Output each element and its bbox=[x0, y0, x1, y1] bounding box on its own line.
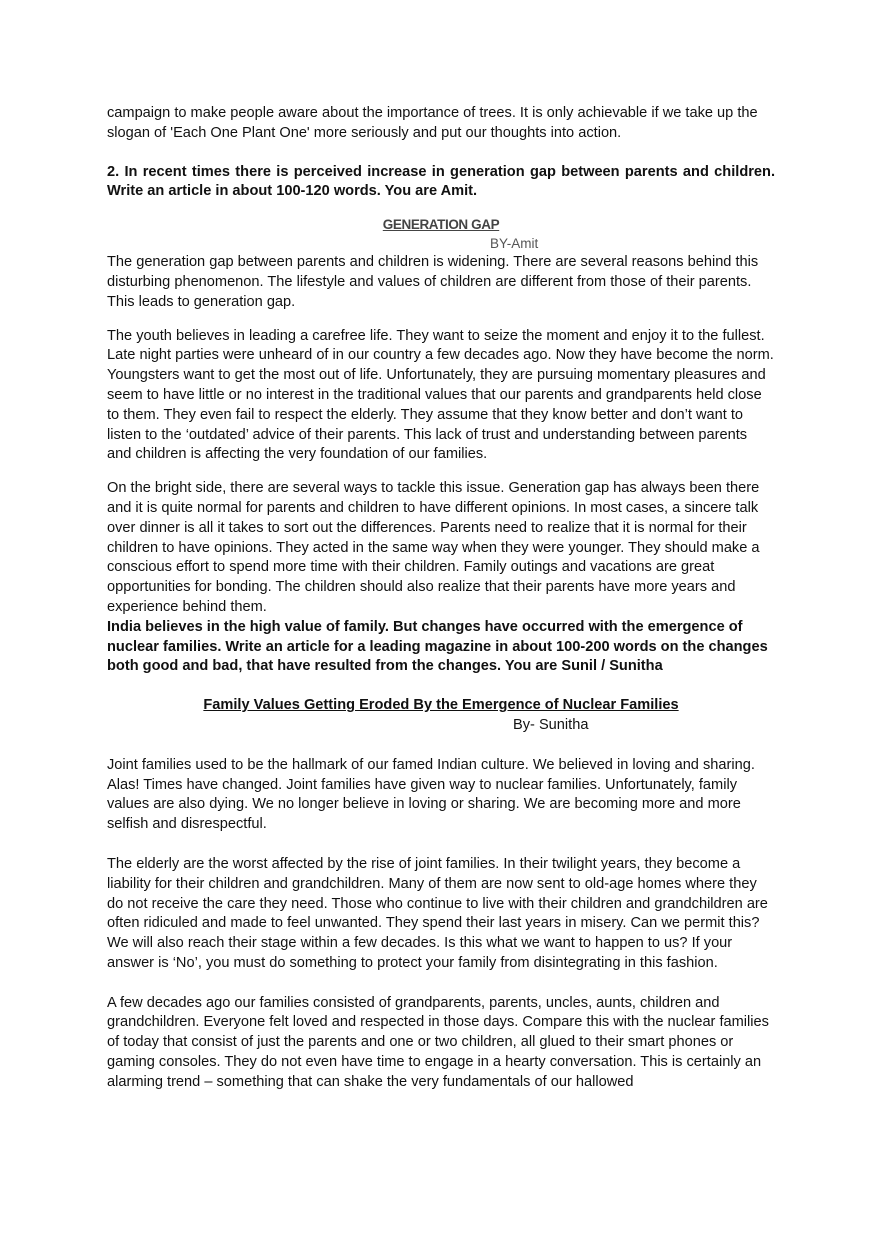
article-1-byline: BY-Amit bbox=[490, 236, 539, 252]
article-1-title: GENERATION GAP bbox=[382, 217, 500, 233]
article-1-paragraph-1: The generation gap between parents and children is widening. There are several reasons behind this disturbing phenomenon. The lifestyle and values of children are different from those of their parents. This leads to generation gap. bbox=[107, 254, 759, 310]
document-page bbox=[107, 104, 775, 1093]
article-2-paragraph-3: A few decades ago our families consisted of grandparents, parents, uncles, aunts, children and grandchildren. Everyone felt loved and respected in those days. Compare this with the nuclear families of today that consist of just the parents and one or two children, all glued to their smart phones or gaming consoles. They do not even have time to engage in a hearty conversation. This is certainly an alarming trend – something that can shake the very fundamentals of our hallowed bbox=[107, 994, 769, 1090]
article-1-paragraph-2: The youth believes in leading a carefree life. They want to seize the moment and enjoy it to the fullest. Late night parties were unheard of in our country a few decades ago. Now they have become the norm. Youngsters want to get the most out of life. Unfortunately, they are pursuing momentary pleasures and seem to have little or no interest in the traditional values that our parents and grandparents held close to them. They even fail to respect the elderly. They assume that they know better and don’t want to listen to the ‘outdated’ advice of their parents. This lack of trust and understanding between parents and children is affecting the very foundation of our families. bbox=[107, 327, 774, 463]
question-2: 2. In recent times there is perceived increase in generation gap between parents and children. Write an article in about 100-120 words. You are Amit. bbox=[107, 163, 775, 200]
intro-paragraph: campaign to make people aware about the importance of trees. It is only achievable if we take up the slogan of 'Each One Plant One' more seriously and put our thoughts into action. bbox=[107, 105, 758, 141]
question-3: India believes in the high value of family. But changes have occurred with the emergence of nuclear families. Write an article for a leading magazine in about 100-200 words on the changes both good and bad, that have resulted from the changes. You are Sunil / Sunitha bbox=[107, 618, 768, 675]
article-2-byline: By- Sunitha bbox=[513, 716, 589, 733]
article-2-paragraph-1: Joint families used to be the hallmark of our famed Indian culture. We believed in loving and sharing. Alas! Times have changed. Joint families have given way to nuclear families. Unfortunately, family values are also dying. We no longer believe in loving or sharing. We are becoming more and more selfish and disrespectful. bbox=[107, 756, 755, 833]
article-2-paragraph-2: The elderly are the worst affected by the rise of joint families. In their twilight years, they become a liability for their children and grandchildren. Many of them are now sent to old-age homes where they do not receive the care they need. Those who continue to live with their children and grandchildren are often ridiculed and made to feel unwanted. They spend their last years in misery. Can we permit this? We will also reach their stage within a few decades. Is this what we want to happen to us? If your answer is ‘No’, you must do something to protect your family from disintegrating in this fashion. bbox=[107, 855, 768, 971]
article-1-paragraph-3: On the bright side, there are several ways to tackle this issue. Generation gap has always been there and it is quite normal for parents and children to have different opinions. In most cases, a sincere talk over dinner is all it takes to sort out the differences. Parents need to realize that it is normal for their children to have opinions. They acted in the same way when they were younger. They should make a conscious effort to spend more time with their children. Family outings and vacations are great opportunities for bonding. The children should also realize that their parents have more years and experience behind them. bbox=[107, 480, 760, 615]
article-2-title: Family Values Getting Eroded By the Emergence of Nuclear Families bbox=[203, 697, 679, 714]
